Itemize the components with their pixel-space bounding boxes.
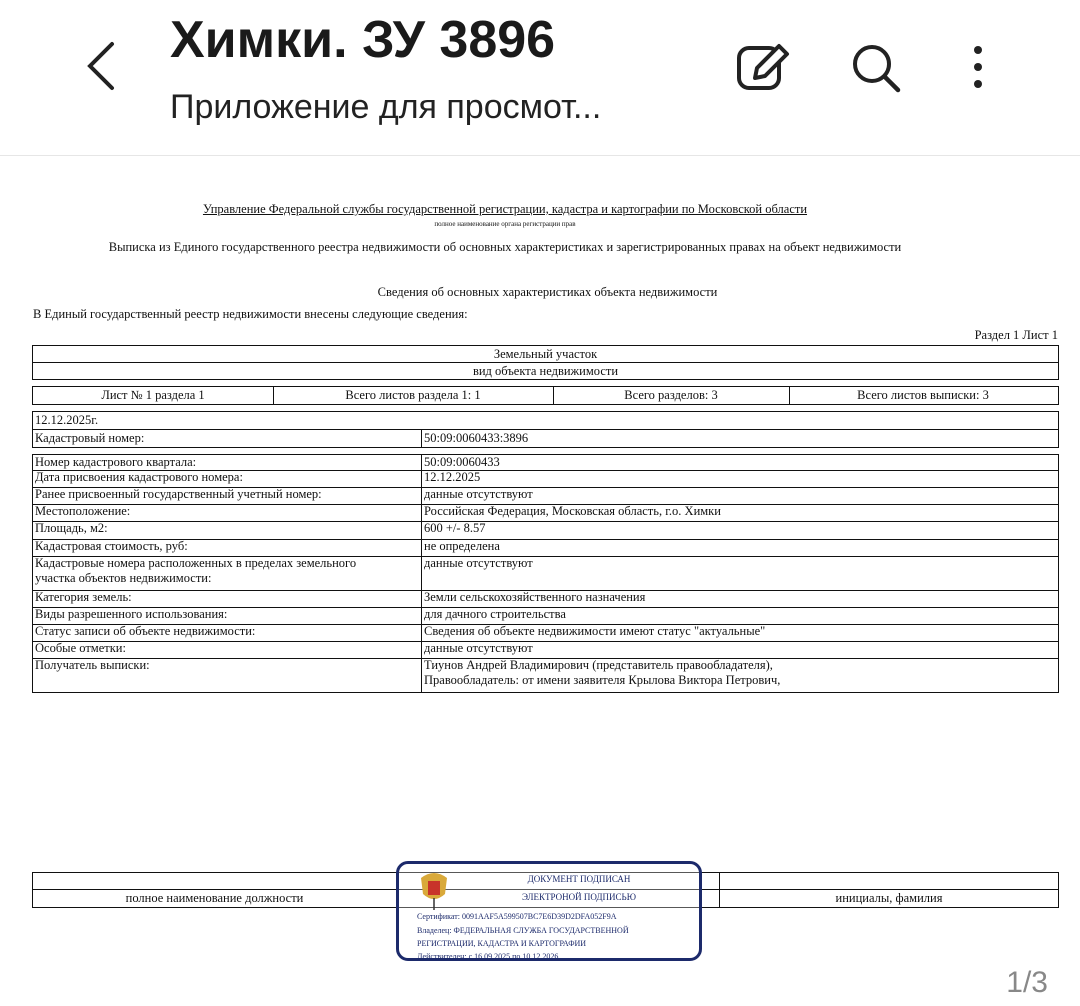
row-value: данные отсутствуют — [424, 487, 533, 501]
page-indicator: 1/3 — [1006, 966, 1048, 999]
row-label: Номер кадастрового квартала: — [35, 455, 197, 469]
stamp-owner-cont: РЕГИСТРАЦИИ, КАДАСТРА И КАРТОГРАФИИ — [417, 939, 587, 948]
characteristics-table — [32, 454, 1059, 693]
sections-total: Всего разделов: 3 — [624, 388, 718, 402]
object-type-box — [32, 345, 1059, 380]
extract-title: Выписка из Единого государственного реестра недвижимости об основных характеристиках и зарегистрированных правах на объект недвижимости — [108, 240, 902, 254]
row-label: Ранее присвоенный государственный учетный номер: — [35, 487, 322, 501]
coat-of-arms-icon — [417, 870, 451, 910]
row-label: Площадь, м2: — [35, 521, 108, 535]
row-label: Местоположение: — [35, 504, 131, 518]
row-value: Земли сельскохозяйственного назначения — [424, 590, 646, 604]
intro-text: В Единый государственный реестр недвижимости внесены следующие сведения: — [33, 307, 468, 321]
stamp-certificate: Сертификат: 0091AAF5A599507BC7E6D39D2DFA052F9A — [417, 912, 617, 921]
extract-sheets-total: Всего листов выписки: 3 — [857, 388, 989, 402]
authority-name: Управление Федеральной службы государственной регистрации, кадастра и картографии по Московской области — [202, 202, 808, 216]
row-value: 12.12.2025 — [424, 470, 481, 484]
object-type-caption: вид объекта недвижимости — [472, 364, 619, 378]
sheet-number: Лист № 1 раздела 1 — [101, 388, 205, 402]
stamp-line1: ДОКУМЕНТ ПОДПИСАН — [527, 874, 631, 884]
row-value: не определена — [424, 539, 500, 553]
e-signature-stamp — [396, 861, 702, 961]
row-value: данные отсутствуют — [424, 641, 533, 655]
name-caption: инициалы, фамилия — [835, 891, 943, 905]
row-label: Дата присвоения кадастрового номера: — [35, 470, 243, 484]
row-value: для дачного строительства — [424, 607, 566, 621]
section-sheets-total: Всего листов раздела 1: 1 — [345, 388, 481, 402]
extract-date: 12.12.2025г. — [35, 413, 99, 427]
row-value: Сведения об объекте недвижимости имеют статус "актуальные" — [424, 624, 766, 638]
row-label: Кадастровые номера расположенных в пределах земельного участка объектов недвижимости: — [35, 556, 357, 585]
row-label: Категория земель: — [35, 590, 132, 604]
row-label: Кадастровая стоимость, руб: — [35, 539, 188, 553]
row-label: Особые отметки: — [35, 641, 126, 655]
back-arrow-icon[interactable] — [80, 38, 130, 94]
authority-caption: полное наименование органа регистрации прав — [434, 220, 576, 228]
row-value: 50:09:0060433 — [424, 455, 500, 469]
search-icon[interactable] — [848, 40, 904, 96]
row-label: Виды разрешенного использования: — [35, 607, 228, 621]
position-caption: полное наименование должности — [125, 891, 304, 905]
row-label: Статус записи об объекте недвижимости: — [35, 624, 256, 638]
row-value: Российская Федерация, Московская область, г.о. Химки — [424, 504, 721, 518]
section-title: Сведения об основных характеристиках объекта недвижимости — [377, 285, 718, 299]
app-header — [0, 0, 1080, 156]
cadastral-box — [32, 411, 1059, 448]
section-sheet: Раздел 1 Лист 1 — [974, 328, 1058, 342]
row-value: Тиунов Андрей Владимирович (представитель правообладателя), Правообладатель: от имени заявителя Крылова Виктора Петрович, — [424, 658, 781, 687]
row-label: Получатель выписки: — [35, 658, 150, 672]
stamp-validity: Действителен: с 16.09.2025 по 10.12.2026 — [417, 952, 559, 961]
stamp-line2: ЭЛЕКТРОНОЙ ПОДПИСЬЮ — [522, 892, 636, 902]
cadastral-label: Кадастровый номер: — [35, 431, 145, 445]
document-title: Химки. ЗУ 3896 — [170, 11, 556, 69]
stamp-owner: Владелец: ФЕДЕРАЛЬНАЯ СЛУЖБА ГОСУДАРСТВЕННОЙ — [417, 926, 629, 935]
edit-icon[interactable] — [735, 40, 791, 96]
document-page — [0, 157, 1080, 1006]
object-type: Земельный участок — [493, 347, 598, 361]
sheet-info-row — [32, 386, 1059, 405]
app-subtitle: Приложение для просмот... — [170, 88, 602, 126]
row-value: данные отсутствуют — [424, 556, 533, 570]
cadastral-value: 50:09:0060433:3896 — [424, 431, 529, 445]
row-value: 600 +/- 8.57 — [424, 521, 486, 535]
more-options-icon[interactable] — [950, 40, 1006, 96]
